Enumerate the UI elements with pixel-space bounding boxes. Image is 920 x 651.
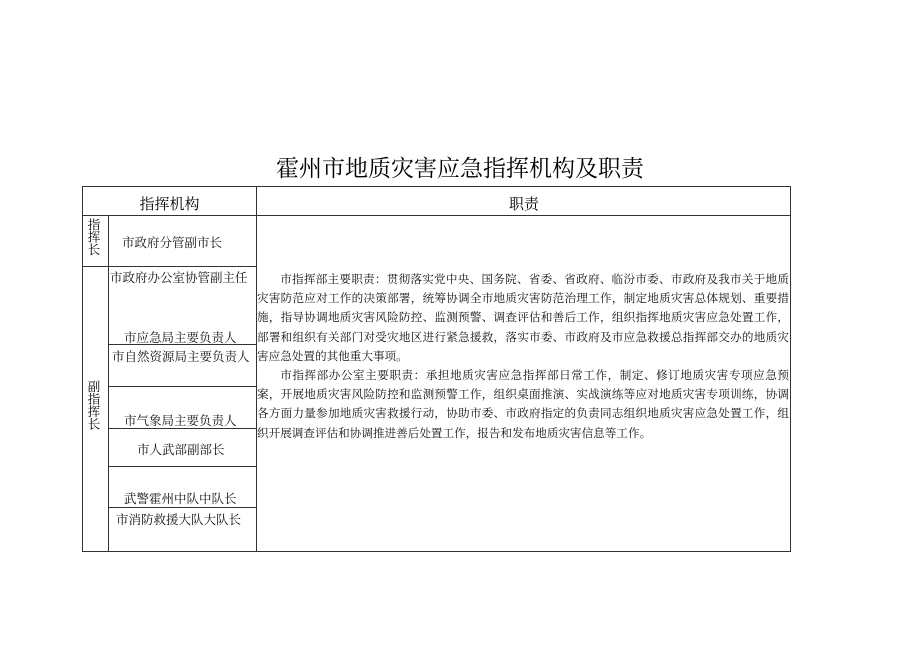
duty-paragraph-office: 市指挥部办公室主要职责：承担地质灾害应急指挥部日常工作，制定、修订地质灾害专项应急预案，开展地质灾害风险防控和监测预警工作，组织桌面推演、实战演练等应对地质灾害专项训练，协调各方面力量参加地质灾害救援行动，协助市委、市政府指定的负责同志组织地质灾害应急处置工作，组织开展调查评估和协调推进善后处置工作，报告和发布地质灾害信息等工作。: [257, 368, 789, 440]
member-emergency-bureau: 市应急局主要负责人: [124, 330, 237, 345]
row-divider: [108, 386, 257, 387]
header-duty: 职责: [508, 195, 539, 213]
deputy-group-label: 副指挥长: [86, 380, 101, 430]
commander-group-label: 指挥长: [86, 218, 101, 256]
duties-cell: [257, 270, 789, 443]
member-fire-rescue-leader: 市消防救援大队大队长: [116, 512, 242, 527]
duty-paragraph-command: 市指挥部主要职责：贯彻落实党中央、国务院、省委、省政府、临汾市委、市政府及我市关于地质灾害防范应对工作的决策部署，统筹协调全市地质灾害防范治理工作，制定地质灾害总体规划、重要措施，指导协调地质灾害风险防控、监测预警、调查评估和善后工作，组织指挥地质灾害应急处置工作，部署和组织有关部门对受灾地区进行紧急援救，落实市委、市政府及市应急救援总指挥部交办的地质灾害应急处置的其他重大事项。: [257, 272, 789, 363]
member-meteorology-bureau: 市气象局主要负责人: [124, 413, 237, 428]
member-vice-mayor: 市政府分管副市长: [122, 235, 223, 250]
member-armed-police-leader: 武警霍州中队中队长: [124, 491, 237, 506]
header-org: 指挥机构: [139, 195, 200, 213]
row-divider: [108, 507, 257, 508]
header-divider: [82, 215, 791, 216]
document-title: 霍州市地质灾害应急指挥机构及职责: [276, 156, 644, 182]
member-natural-resources-bureau: 市自然资源局主要负责人: [112, 349, 250, 364]
commander-divider: [82, 266, 257, 267]
member-office-deputy-director: 市政府办公室协管副主任: [110, 270, 248, 285]
row-divider: [108, 466, 257, 467]
member-armed-forces-deputy: 市人武部副部长: [137, 442, 225, 457]
